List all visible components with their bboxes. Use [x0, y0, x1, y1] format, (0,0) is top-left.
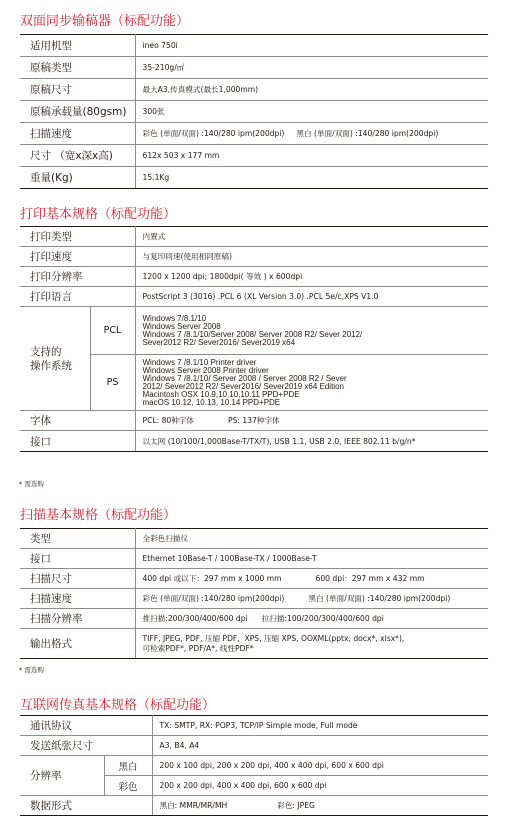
row-label: 原稿尺寸 [20, 79, 135, 101]
table-row [20, 123, 488, 145]
row-label: 原稿类型 [20, 57, 135, 79]
row-label: 打印速度 [20, 247, 135, 267]
row-label: 输出格式 [20, 629, 135, 659]
row-value: 200 x 200 dpi, 400 x 400 dpi, 600 x 600 dpi [152, 776, 488, 796]
value-part: 400 dpi 或以下：297 mm x 1000 mm [142, 574, 282, 583]
table-row [20, 355, 488, 411]
table-row [20, 411, 488, 431]
value-part: 黑白 (单面/双面) :140/280 ipm(200dpi) [296, 129, 439, 138]
table-row [20, 57, 488, 79]
row-value: 15.1Kg [135, 167, 488, 189]
table-row [20, 569, 488, 589]
table-row [20, 79, 488, 101]
table-row [20, 756, 488, 776]
table-row [20, 287, 488, 307]
row-label: 扫描速度 [20, 589, 135, 609]
row-value: 612x 503 x 177 mm [135, 145, 488, 167]
row-value: 35-210g/㎡ [135, 57, 488, 79]
row-value [135, 411, 488, 431]
scan-spec-table [20, 528, 488, 659]
table-row [20, 609, 488, 629]
table-row [20, 167, 488, 189]
row-value: 与复印同速(使用相同原稿) [135, 247, 488, 267]
table-row [20, 307, 488, 355]
scan-footnote: * 需选购 [19, 666, 44, 674]
os-label: 支持的 操作系统 [20, 307, 90, 411]
os-sub-label: PCL [90, 307, 135, 355]
row-label: 打印类型 [20, 227, 135, 247]
row-value: 内置式 [135, 227, 488, 247]
duplex-spec-table [20, 34, 488, 189]
table-row [20, 589, 488, 609]
fax-spec-table [20, 715, 488, 816]
duplex-section-title: 双面同步输稿器（标配功能） [20, 14, 190, 29]
row-label: 适用机型 [20, 35, 135, 57]
row-value [135, 123, 488, 145]
row-value: TX: SMTP, RX: POP3, TCP/IP Simple mode, Full mode [152, 716, 488, 736]
value-part: 彩色 (单面/双面) :140/280 ipm(200dpi) [142, 594, 285, 603]
print-spec-table [20, 226, 488, 452]
table-row [20, 796, 488, 816]
row-label: 接口 [20, 431, 135, 452]
row-value: TIFF, JPEG, PDF, 压缩 PDF, XPS, 压缩 XPS, OOXML(pptx, docx*, xlsx*), 可检索PDF*, PDF/A*, 线性PDF* [135, 629, 488, 659]
value-part: 彩色 (单面/双面) :140/280 ipm(200dpi) [142, 129, 285, 138]
row-value: Ethernet 10Base-T / 100Base-TX / 1000Base-T [135, 549, 488, 569]
row-value: 300张 [135, 101, 488, 123]
row-label: 数据形式 [20, 796, 152, 816]
table-row [20, 101, 488, 123]
value-part: 600 dpi：297 mm x 432 mm [315, 574, 425, 583]
table-row [20, 629, 488, 659]
row-value: A3, B4, A4 [152, 736, 488, 756]
value-part: 彩色: JPEG [277, 801, 315, 810]
row-label: 打印分辨率 [20, 267, 135, 287]
table-row [20, 549, 488, 569]
row-label: 尺寸 （宽x深x高) [20, 145, 135, 167]
row-label: 接口 [20, 549, 135, 569]
row-label: 扫描分辨率 [20, 609, 135, 629]
table-row [20, 227, 488, 247]
resolution-label: 分辨率 [20, 756, 104, 796]
row-value [152, 796, 488, 816]
row-label: 字体 [20, 411, 135, 431]
resolution-sub-label: 彩色 [104, 776, 152, 796]
row-value: 以太网 (10/100/1,000Base-T/TX/T), USB 1.1, USB 2.0, IEEE 802.11 b/g/n* [135, 431, 488, 452]
value-part: PS: 137种字体 [228, 416, 280, 425]
table-row [20, 247, 488, 267]
row-label: 类型 [20, 529, 135, 549]
row-label: 扫描速度 [20, 123, 135, 145]
row-label: 原稿承载量(80gsm) [20, 101, 135, 123]
table-row [20, 431, 488, 452]
row-label: 发送纸张尺寸 [20, 736, 152, 756]
fax-section-title: 互联网传真基本规格（标配功能） [20, 698, 216, 713]
table-row [20, 145, 488, 167]
row-label: 打印语言 [20, 287, 135, 307]
row-value [135, 609, 488, 629]
table-row [20, 736, 488, 756]
print-section-title: 打印基本规格（标配功能） [20, 207, 177, 222]
row-label: 扫描尺寸 [20, 569, 135, 589]
value-part: 黑白: MMR/MR/MH [159, 801, 228, 810]
value-part: PCL: 80种字体 [142, 416, 195, 425]
row-value: PostScript 3 (3016) .PCL 6 (XL Version 3.0) .PCL 5e/c,XPS V1.0 [135, 287, 488, 307]
row-value: 1200 x 1200 dpi; 1800dpi( 等效 ) x 600dpi [135, 267, 488, 287]
row-value [135, 569, 488, 589]
os-value: Windows 7 /8.1/10 Printer driver Windows Server 2008 Printer driver Windows 7 /8.1/10/ Server 2008 / Server 2008 R2 / Sever 2012/ Sever2012 R2/ Sever2016/ Sever2019 x64 Edition Macintosh OSX 10.9,10.10,10.11 PPD+PDE macOS 10.12, 10.13, 10.14 PPD+PDE [135, 355, 488, 411]
os-value: Windows 7/8.1/10 Windows Server 2008 Windows 7 /8.1/10/Server 2008/ Server 2008 R2/ Sever 2012/ Sever2012 R2/ Sever2016/ Sever2019 x64 [135, 307, 488, 355]
row-label: 重量(Kg) [20, 167, 135, 189]
table-row [20, 267, 488, 287]
row-value [135, 589, 488, 609]
row-value: 最大A3,传真模式(最长1,000mm) [135, 79, 488, 101]
row-value: 全彩色扫描仪 [135, 529, 488, 549]
resolution-sub-label: 黑白 [104, 756, 152, 776]
row-value: ineo 750i [135, 35, 488, 57]
table-row [20, 716, 488, 736]
row-label: 通讯协议 [20, 716, 152, 736]
row-value: 200 x 100 dpi, 200 x 200 dpi, 400 x 400 dpi, 600 x 600 dpi [152, 756, 488, 776]
os-sub-label: PS [90, 355, 135, 411]
value-part: 推扫描:200/300/400/600 dpi [142, 614, 248, 623]
table-row [20, 35, 488, 57]
value-part: 拉扫描:100/200/300/400/600 dpi [261, 614, 384, 623]
scan-section-title: 扫描基本规格（标配功能） [20, 508, 177, 523]
value-part: 黑白 (单面/双面) :140/280 ipm(200dpi) [308, 594, 451, 603]
table-row [20, 529, 488, 549]
print-footnote: * 需选购 [19, 480, 44, 488]
